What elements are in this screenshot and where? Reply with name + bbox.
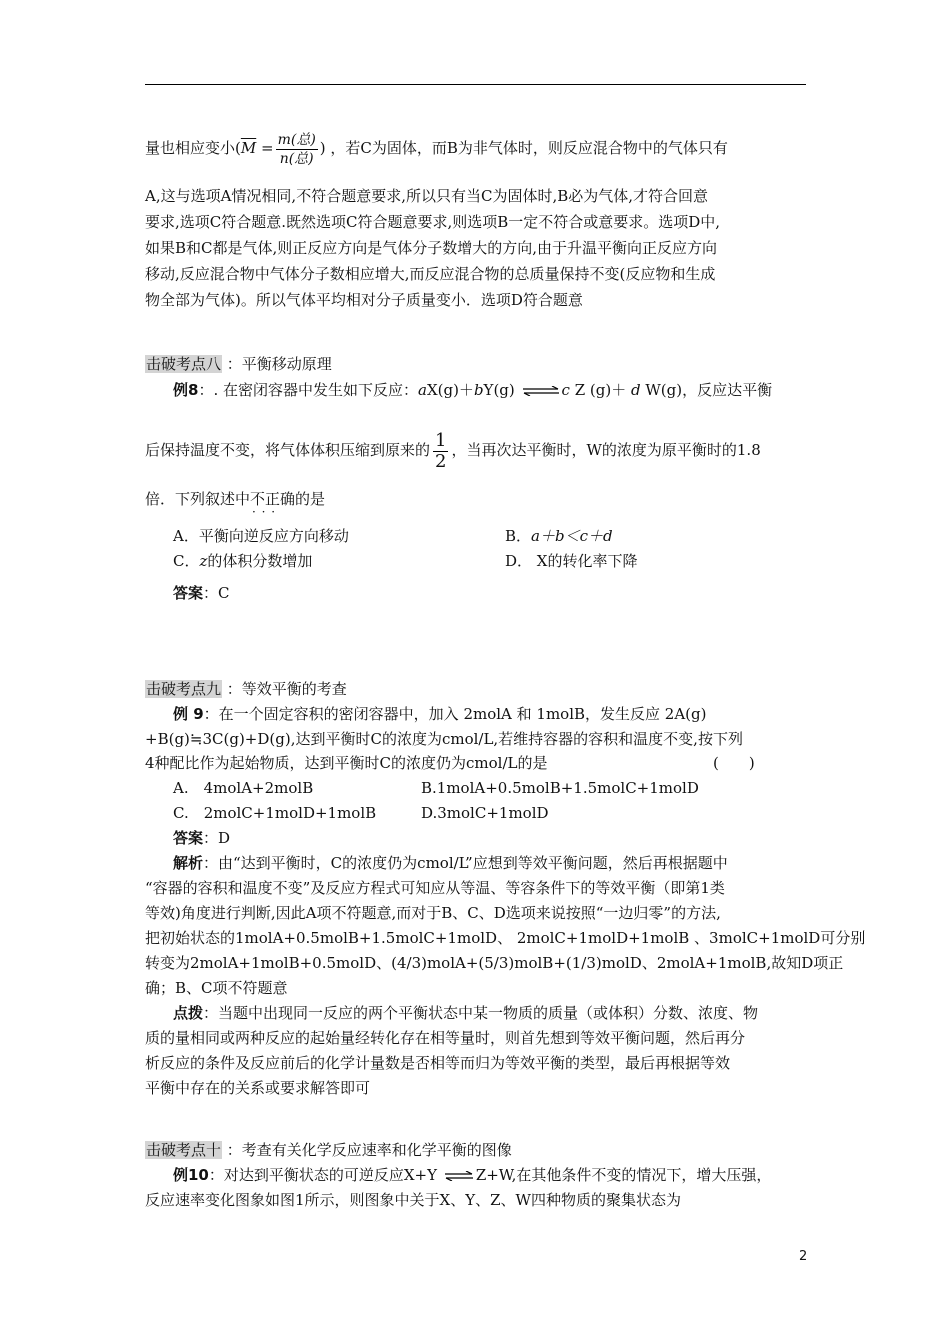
- example-8-line-1: [173, 380, 772, 400]
- example-label: 例 9: [173, 705, 204, 723]
- section-heading-label: 击破考点十: [146, 1141, 222, 1159]
- text-span: 的体积分数增加: [207, 552, 313, 570]
- explanation-line-4: 把初始状态的1molA+0.5molB+1.5molC+1molD、 2molC+1molD+1molB 、3molC+1molD可分别: [145, 929, 866, 947]
- example-label: 例8: [173, 381, 199, 399]
- text-span: ：由“达到平衡时，C的浓度仍为cmol/L”应想到等效平衡问题，然后再根据题中: [203, 854, 728, 872]
- equilibrium-arrow-icon: [522, 386, 560, 396]
- option-c: C. 2molC+1molD+1molB: [173, 804, 377, 822]
- mean-molar-mass-symbol: M: [240, 139, 257, 157]
- section-heading-title: ：等效平衡的考查: [222, 680, 347, 698]
- coef-d: d: [631, 381, 641, 399]
- example-label: 例10: [173, 1166, 209, 1184]
- answer-label: 答案: [173, 829, 204, 847]
- text-span: Z+W,在其他条件不变的情况下，增大压强，: [475, 1166, 772, 1184]
- example-9-line-3: 4种配比作为起始物质，达到平衡时C的浓度仍为cmol/L的是: [145, 754, 548, 772]
- coef-b: b: [473, 381, 484, 399]
- fraction-denominator: 2: [435, 450, 447, 472]
- example-8-line-2: [145, 428, 761, 472]
- option-d: D． X的转化率下降: [505, 552, 638, 570]
- example-10-line-2: 反应速率变化图象如图1所示，则图象中关于X、Y、Z、W四种物质的聚集状态为: [145, 1191, 681, 1209]
- section-heading-title: ：考查有关化学反应速率和化学平衡的图像: [222, 1141, 512, 1159]
- fraction-numerator: m(总): [277, 131, 316, 148]
- text-span: ) ，若C为固体，而B为非气体时，则反应混合物中的气体只有: [319, 139, 728, 157]
- para-line-5: 移动,反应混合物中气体分子数相应增大,而反应混合物的总质量保持不变(反应物和生成: [145, 265, 716, 283]
- para-line-2: A,这与选项A情况相同,不符合题意要求,所以只有当C为固体时,B必为气体,才符合回意: [145, 187, 709, 205]
- text-span: 后保持温度不变，将气体体积压缩到原来的: [145, 441, 431, 459]
- section-9-heading: [145, 679, 347, 699]
- para-line-4: 如果B和C都是气体,则正反应方向是气体分子数增大的方向,由于升温平衡向正反应方向: [145, 239, 718, 257]
- answer-label: 答案: [173, 584, 204, 602]
- symbol-z: z: [199, 552, 208, 570]
- example-10-line-1: [173, 1165, 771, 1185]
- section-8-heading: [145, 354, 332, 374]
- tip-line-1: [173, 1003, 758, 1023]
- fraction-m-over-n: [276, 131, 318, 168]
- example-9-line-2: +B(g)≒3C(g)+D(g),达到平衡时C的浓度为cmol/L,若维持容器的容积和温度不变,按下列: [145, 730, 743, 748]
- header-rule: [145, 84, 806, 85]
- option-b: B.1molA+0.5molB+1.5molC+1molD: [421, 779, 699, 797]
- explanation-line-5: 转变为2molA+1molB+0.5molD、(4/3)molA+(5/3)molB+(1/3)molD、2molA+1molB,故知D项正: [145, 954, 844, 972]
- section-heading-label: 击破考点九: [146, 680, 222, 698]
- text-span: 倍．下列叙述中: [145, 490, 251, 508]
- text-span: ：对达到平衡状态的可逆反应X+Y: [208, 1166, 438, 1184]
- explanation-label: 解析: [173, 854, 204, 872]
- text-span: 的是: [295, 490, 326, 508]
- tip-line-3: 析反应的条件及反应前后的化学计量数是否相等而归为等效平衡的类型，最后再根据等效: [145, 1054, 731, 1072]
- answer-value: ：C: [203, 584, 230, 602]
- text-span: Y(g): [483, 381, 515, 399]
- fraction-denominator: n(总): [279, 150, 314, 167]
- option-a: A. 4molA+2molB: [173, 779, 314, 797]
- text-span: B．: [505, 527, 532, 545]
- equals-sign: =: [261, 139, 274, 157]
- text-span: ，当再次达平衡时，W的浓度为原平衡时的1.8: [451, 441, 761, 459]
- section-heading-label: 击破考点八: [146, 355, 222, 373]
- option-b: [505, 526, 613, 546]
- fraction-one-half: [433, 431, 448, 472]
- section-heading-title: ：平衡移动原理: [222, 355, 332, 373]
- tip-line-4: 平衡中存在的关系或要求解答即可: [145, 1079, 371, 1097]
- option-d: D.3molC+1molD: [421, 804, 549, 822]
- para-line-3: 要求,选项C符合题意.既然选项C符合题意要求,则选项B一定不符合或意要求。选项D中,: [145, 213, 721, 231]
- text-span: ：当题中出现同一反应的两个平衡状态中某一物质的质量（或体积）分数、浓度、物: [203, 1004, 759, 1022]
- para-line-6: 物全部为气体)。所以气体平均相对分子质量变小．选项D符合题意: [145, 291, 583, 309]
- section-10-heading: [145, 1140, 512, 1160]
- text-span: Z (g)＋: [569, 381, 631, 399]
- example-9-line-1: [173, 704, 706, 724]
- coef-c: c: [561, 381, 570, 399]
- option-c: [173, 551, 312, 571]
- option-b-expression: a＋b＜c＋d: [531, 527, 613, 545]
- option-a: A．平衡向逆反应方向移动: [173, 527, 349, 545]
- text-span: W(g)，反应达平衡: [640, 381, 773, 399]
- explanation-line-1: [173, 853, 728, 873]
- explanation-line-3: 等效)角度进行判断,因此A项不符题意,而对于B、C、D选项来说按照“一边归零”的方法,: [145, 904, 721, 922]
- text-span: X(g)＋: [426, 381, 474, 399]
- example-8-line-3: [145, 489, 325, 509]
- explanation-line-6: 确；B、C项不符题意: [145, 979, 288, 997]
- text-span: C．: [173, 552, 200, 570]
- page-number: 2: [799, 1249, 808, 1264]
- answer-8: [173, 583, 230, 603]
- tip-label: 点拨: [173, 1004, 204, 1022]
- emphasized-text: 不正确 · · ·: [250, 490, 295, 508]
- answer-value: ：D: [203, 829, 231, 847]
- text-span: ：. 在密闭容器中发生如下反应：: [198, 381, 418, 399]
- answer-bracket: ( ): [713, 754, 755, 772]
- equilibrium-arrow-icon: [444, 1171, 474, 1181]
- fraction-numerator: 1: [435, 429, 447, 451]
- para-line-1: [145, 126, 728, 170]
- explanation-line-2: “容器的容积和温度不变”及反应方程式可知应从等温、等容条件下的等效平衡（即第1类: [145, 879, 725, 897]
- tip-line-2: 质的量相同或两种反应的起始量经转化存在相等量时，则首先想到等效平衡问题，然后再分: [145, 1029, 746, 1047]
- text-span: ：在一个固定容积的密闭容器中，加入 2molA 和 1molB，发生反应 2A(g): [203, 705, 707, 723]
- coef-a: a: [417, 381, 427, 399]
- text-span: 量也相应变小(: [145, 139, 241, 157]
- answer-9: [173, 828, 230, 848]
